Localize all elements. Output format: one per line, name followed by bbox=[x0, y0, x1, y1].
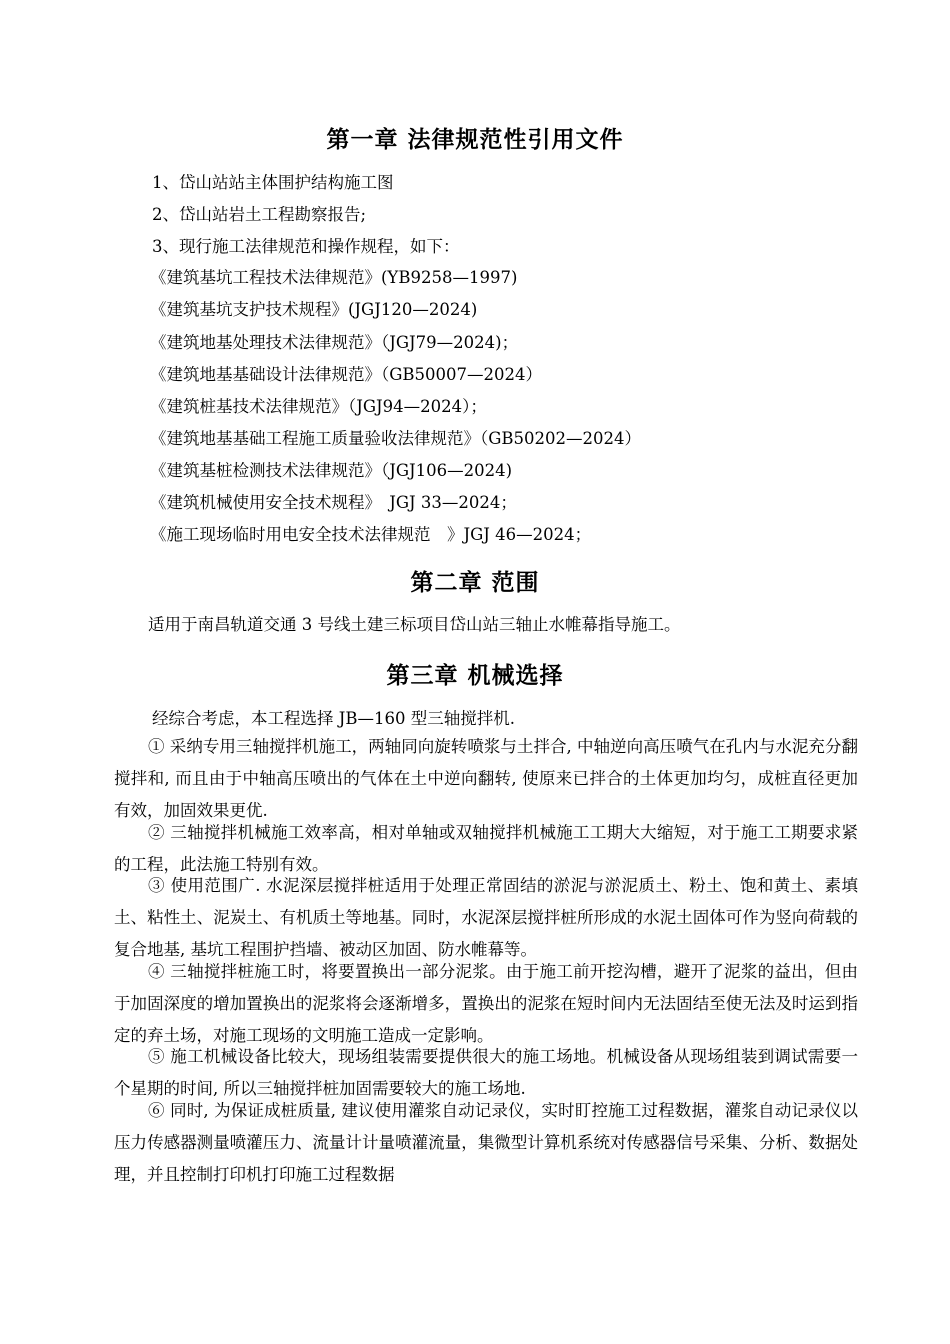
machine-paragraph-5: ⑤ 施工机械设备比较大，现场组装需要提供很大的施工场地。机械设备从现场组装到调试需要一个星期的时间, 所以三轴搅拌桩加固需要较大的施工场地. bbox=[114, 1047, 858, 1099]
machine-paragraph-6: ⑥ 同时, 为保证成桩质量, 建议使用灌浆自动记录仪，实时盯控施工过程数据，灌浆自动记录仪以压力传感器测量喷灌压力、流量计计量喷灌流量，集微型计算机系统对传感器信号采集、分析、数据处理，并且控制打印机打印施工过程数据 bbox=[114, 1101, 858, 1185]
reference-item-3: 3、现行施工法律规范和操作规程，如下： bbox=[152, 237, 460, 256]
scope-text: 适用于南昌轨道交通 3 号线土建三标项目岱山站三轴止水帷幕指导施工。 bbox=[148, 615, 681, 634]
standard-item: 《建筑基坑工程技术法律规范》(YB9258—1997) bbox=[150, 268, 518, 287]
reference-item-2: 2、岱山站岩土工程勘察报告; bbox=[152, 205, 367, 224]
standard-item: 《建筑桩基技术法律规范》（JGJ94—2024）； bbox=[150, 397, 487, 416]
machine-paragraph-4: ④ 三轴搅拌桩施工时，将要置换出一部分泥浆。由于施工前开挖沟槽，避开了泥浆的益出，但由于加固深度的增加置换出的泥浆将会逐渐增多，置换出的泥浆在短时间内无法固结至使无法及时运到指定的弃土场，对施工现场的文明施工造成一定影响。 bbox=[114, 962, 858, 1046]
standard-item: 《建筑基桩检测技术法律规范》（JGJ106—2024) bbox=[150, 461, 513, 480]
standard-item: 《建筑地基基础工程施工质量验收法律规范》（GB50202—2024） bbox=[150, 429, 642, 448]
machine-paragraph-1: ① 采纳专用三轴搅拌机施工，两轴同向旋转喷浆与土拌合, 中轴逆向高压喷气在孔内与水泥充分翻搅拌和, 而且由于中轴高压喷出的气体在土中逆向翻转, 使原来已拌合的土体更加均匀，成桩直径更加有效，加固效果更优. bbox=[114, 737, 858, 821]
reference-item-1: 1、岱山站站主体围护结构施工图 bbox=[152, 173, 394, 192]
standard-item: 《建筑基坑支护技术规程》(JGJ120—2024) bbox=[150, 300, 478, 319]
machine-intro: 经综合考虑，本工程选择 JB—160 型三轴搅拌机. bbox=[152, 709, 515, 728]
standard-item: 《建筑地基处理技术法律规范》（JGJ79—2024)； bbox=[150, 333, 519, 352]
standard-item: 《建筑地基基础设计法律规范》（GB50007—2024） bbox=[150, 365, 543, 384]
machine-paragraph-3: ③ 使用范围广. 水泥深层搅拌桩适用于处理正常固结的淤泥与淤泥质土、粉土、饱和黄土、素填土、粘性土、泥炭土、有机质土等地基。同时，水泥深层搅拌桩所形成的水泥土固体可作为竖向荷载的复合地基, 基坑工程围护挡墙、被动区加固、防水帷幕等。 bbox=[114, 876, 858, 960]
chapter-1-title: 第一章 法律规范性引用文件 bbox=[326, 127, 624, 153]
machine-paragraph-2: ② 三轴搅拌机械施工效率高，相对单轴或双轴搅拌机械施工工期大大缩短，对于施工工期要求紧的工程，此法施工特别有效。 bbox=[114, 823, 858, 875]
chapter-3-title: 第三章 机械选择 bbox=[386, 663, 564, 689]
standard-item: 《施工现场临时用电安全技术法律规范 》JGJ 46—2024； bbox=[150, 525, 592, 544]
chapter-2-title: 第二章 范围 bbox=[410, 570, 540, 596]
standard-item: 《建筑机械使用安全技术规程》 JGJ 33—2024； bbox=[150, 493, 517, 512]
